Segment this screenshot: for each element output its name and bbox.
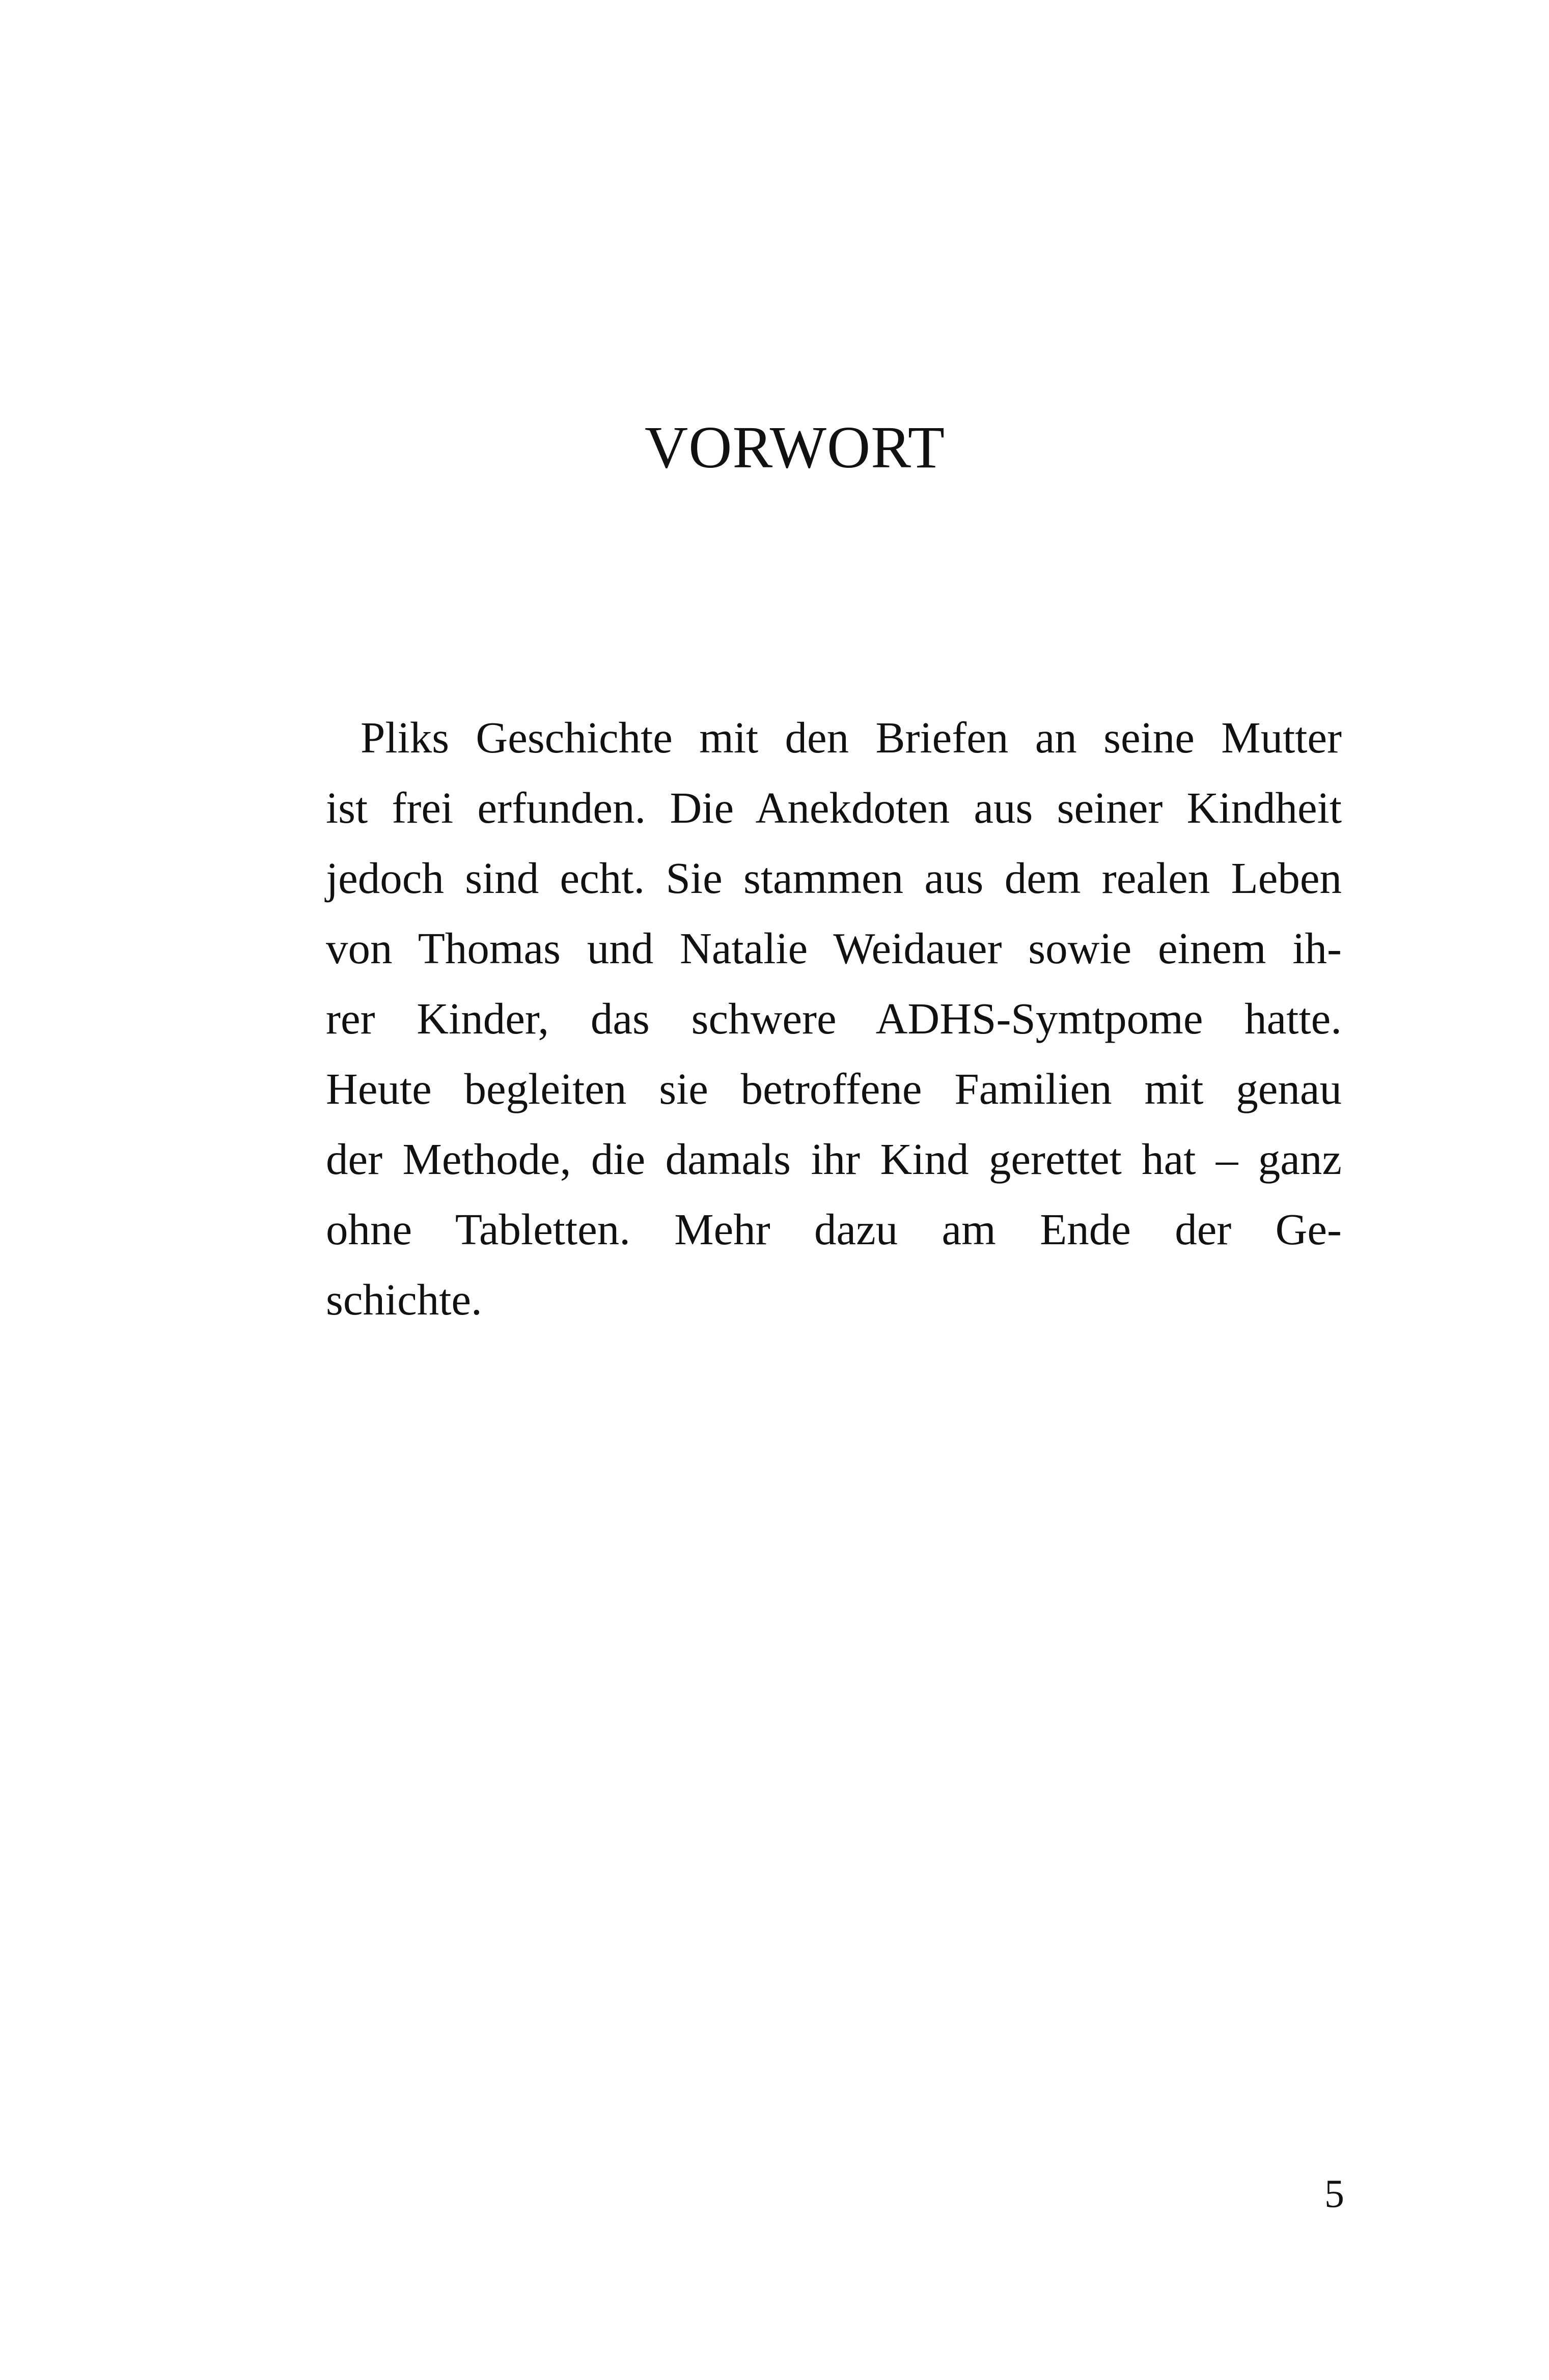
chapter-title: VORWORT [645,414,945,481]
paragraph-line: Heute begleiten sie betroffene Familien mit genau [326,1064,1342,1113]
paragraph-line: ohne Tabletten. Mehr dazu am Ende der Ge- [326,1205,1342,1254]
paragraph-line: der Methode, die damals ihr Kind gerettet hat – ganz [326,1134,1342,1184]
paragraph-line: ist frei erfunden. Die Anekdoten aus seiner Kindheit [326,783,1342,832]
paragraph-line: schichte. [326,1275,482,1324]
foreword-paragraph [326,703,1342,1335]
page-number: 5 [1324,2171,1344,2216]
paragraph-line: Pliks Geschichte mit den Briefen an seine Mutter [361,713,1342,762]
paragraph-line: jedoch sind echt. Sie stammen aus dem realen Leben [326,853,1342,903]
paragraph-line: rer Kinder, das schwere ADHS-Symtpome hatte. [326,994,1342,1043]
paragraph-line: von Thomas und Natalie Weidauer sowie einem ih- [326,923,1342,973]
